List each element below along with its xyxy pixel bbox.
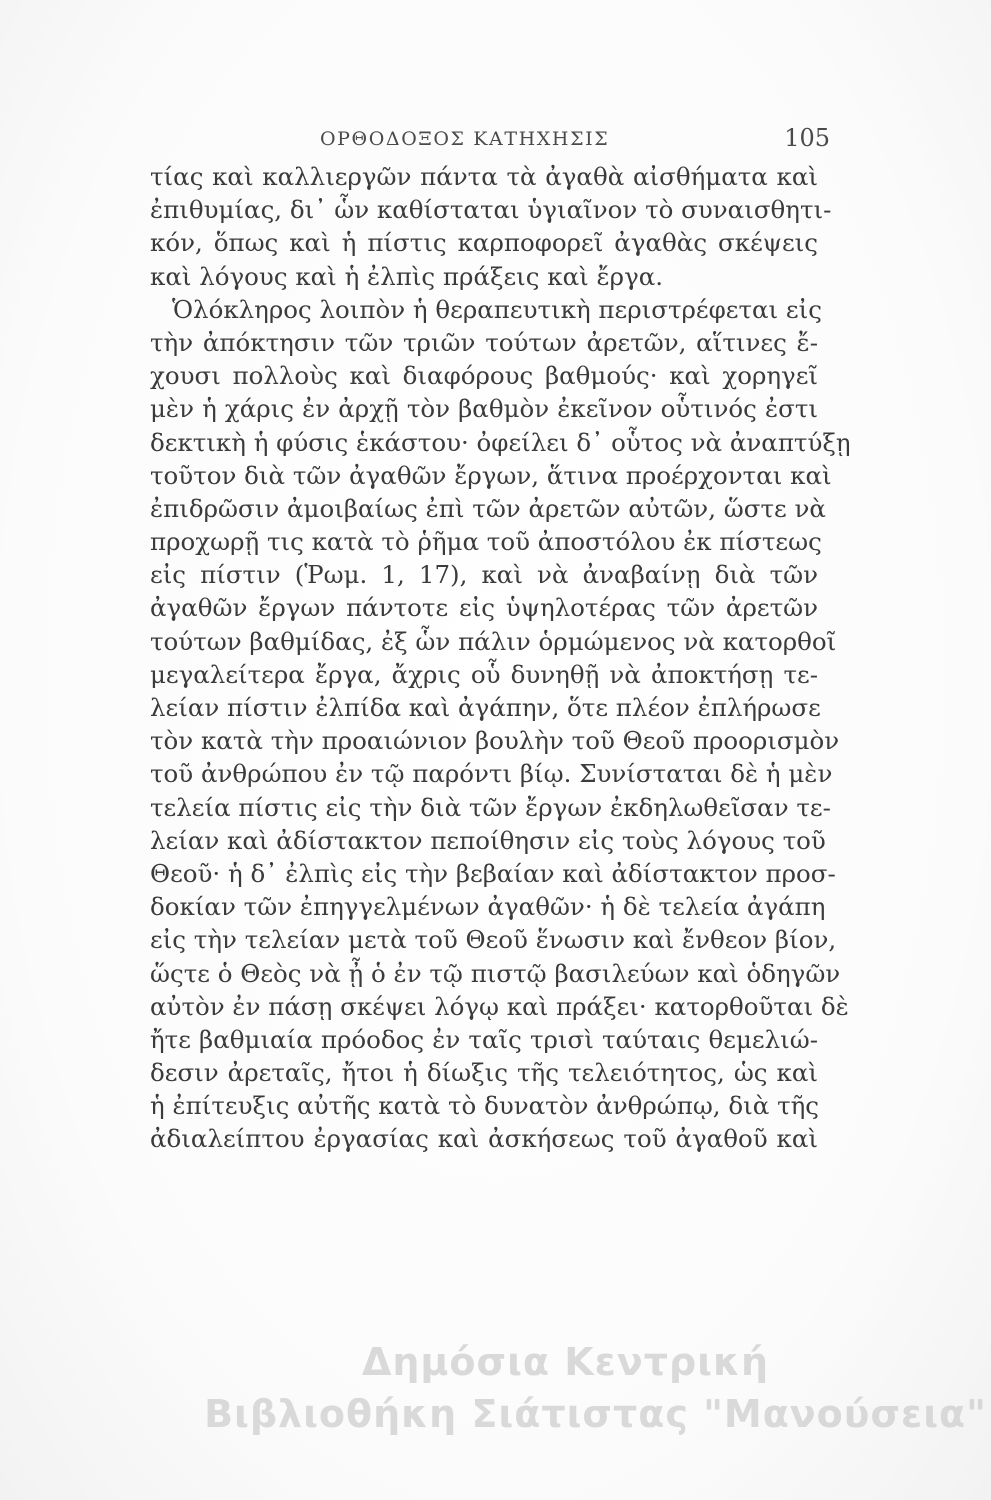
page-number: 105 <box>784 124 830 152</box>
text-line: χουσι πολλοὺς καὶ διαφόρους βαθμούς· καὶ χορηγεῖ <box>150 361 818 391</box>
text-line: δεκτικὴ ἡ φύσις ἑκάστου· ὀφείλει δ᾽ οὗτος νὰ ἀναπτύξῃ <box>150 427 851 457</box>
text-line: καὶ λόγους καὶ ἡ ἐλπὶς πράξεις καὶ ἔργα. <box>150 261 664 291</box>
text-line: τοῦ ἀνθρώπου ἐν τῷ παρόντι βίῳ. Συνίσταται δὲ ἡ μὲν <box>150 759 833 789</box>
text-line: ἤτε βαθμιαία πρόοδος ἐν ταῖς τρισὶ ταύταις θεμελιώ- <box>150 1024 818 1054</box>
text-line: τὴν ἀπόκτησιν τῶν τριῶν τούτων ἀρετῶν, αἵτινες ἔ- <box>150 327 818 357</box>
body-text <box>150 160 851 1156</box>
text-line: τὸν κατὰ τὴν προαιώνιον βουλὴν τοῦ Θεοῦ προορισμὸν <box>150 726 840 756</box>
text-line: ἐπιθυμίας, δι᾽ ὧν καθίσταται ὑγιαῖνον τὸ συναισθητι- <box>150 195 832 225</box>
library-watermark-line1: Δημόσια Κεντρική <box>361 1340 770 1384</box>
text-line: μὲν ἡ χάρις ἐν ἀρχῇ τὸν βαθμὸν ἐκεῖνον οὗτινός ἐστι <box>150 394 818 424</box>
text-line: αὐτὸν ἐν πάσῃ σκέψει λόγῳ καὶ πράξει· κατορθοῦται δὲ <box>150 991 849 1021</box>
text-line: Θεοῦ· ἡ δ᾽ ἐλπὶς εἰς τὴν βεβαίαν καὶ ἀδίστακτον προσ- <box>150 858 836 888</box>
text-line: ἀδιαλείπτου ἐργασίας καὶ ἀσκήσεως τοῦ ἀγαθοῦ καὶ <box>150 1124 818 1154</box>
page-header <box>320 124 830 160</box>
text-line: τίας καὶ καλλιεργῶν πάντα τὰ ἀγαθὰ αἰσθήματα καὶ <box>150 162 818 191</box>
text-line: λείαν καὶ ἀδίστακτον πεποίθησιν εἰς τοὺς λόγους τοῦ <box>150 825 826 855</box>
text-line: ἀγαθῶν ἔργων πάντοτε εἰς ὑψηλοτέρας τῶν ἀρετῶν <box>150 593 818 623</box>
text-line: δοκίαν τῶν ἐπηγγελμένων ἀγαθῶν· ἡ δὲ τελεία ἀγάπη <box>150 892 826 922</box>
text-line: δεσιν ἀρεταῖς, ἤτοι ἡ δίωξις τῆς τελειότητος, ὡς καὶ <box>150 1058 818 1088</box>
text-line: εἰς πίστιν (Ῥωμ. 1, 17), καὶ νὰ ἀναβαίνῃ διὰ τῶν <box>150 560 818 590</box>
text-line: τούτων βαθμίδας, ἐξ ὧν πάλιν ὁρμώμενος νὰ κατορθοῖ <box>150 626 837 656</box>
text-line: εἰς τὴν τελείαν μετὰ τοῦ Θεοῦ ἕνωσιν καὶ ἔνθεον βίον, <box>150 925 837 955</box>
text-line: τελεία πίστις εἰς τὴν διὰ τῶν ἔργων ἐκδηλωθεῖσαν τε- <box>150 792 831 822</box>
text-line: ἡ ἐπίτευξις αὐτῆς κατὰ τὸ δυνατὸν ἀνθρώπῳ, διὰ τῆς <box>150 1091 820 1121</box>
text-line: ἐπιδρῶσιν ἀμοιβαίως ἐπὶ τῶν ἀρετῶν αὐτῶν, ὥστε νὰ <box>150 493 826 523</box>
library-watermark-line2: Βιβλιοθήκη Σιάτιστας "Μανούσεια" <box>204 1392 987 1436</box>
text-line: ὥςτε ὁ Θεὸς νὰ ᾖ ὁ ἐν τῷ πιστῷ βασιλεύων καὶ ὁδηγῶν <box>150 958 841 988</box>
paragraph-start-line: Ὁλόκληρος λοιπὸν ἡ θεραπευτικὴ περιστρέφεται εἰς <box>172 294 822 324</box>
text-line: κόν, ὅπως καὶ ἡ πίστις καρποφορεῖ ἀγαθὰς σκέψεις <box>150 228 818 258</box>
text-line: μεγαλείτερα ἔργα, ἄχρις οὗ δυνηθῇ νὰ ἀποκτήσῃ τε- <box>150 659 818 689</box>
text-line: λείαν πίστιν ἐλπίδα καὶ ἀγάπην, ὅτε πλέον ἐπλήρωσε <box>150 693 821 722</box>
text-line: τοῦτον διὰ τῶν ἀγαθῶν ἔργων, ἅτινα προέρχονται καὶ <box>150 460 832 490</box>
running-title: ΟΡΘΟΔΟΞΟΣ ΚΑΤΗΧΗΣΙΣ <box>320 128 610 150</box>
text-line: προχωρῇ τις κατὰ τὸ ῥῆμα τοῦ ἀποστόλου ἐκ πίστεως <box>150 527 822 557</box>
